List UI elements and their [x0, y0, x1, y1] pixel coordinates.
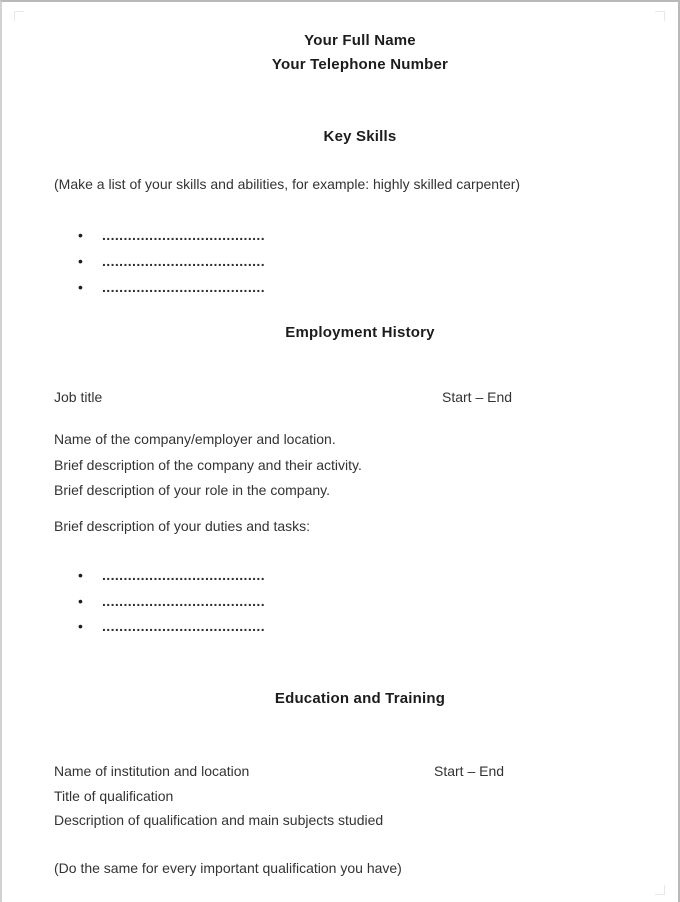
- bullet-icon: •: [78, 567, 83, 583]
- dotted-fill-line: ......................................: [102, 593, 266, 609]
- key-skills-list-item: [78, 279, 265, 295]
- bullet-icon: •: [78, 227, 83, 243]
- institution-label: Name of institution and location: [54, 763, 250, 779]
- bullet-icon: •: [78, 618, 83, 634]
- employment-date-range: Start – End: [442, 389, 513, 405]
- key-skills-note: (Make a list of your skills and abilities, for example: highly skilled carpenter): [54, 176, 521, 192]
- qualification-title-line: Title of qualification: [54, 788, 174, 804]
- role-description-line: Brief description of your role in the company.: [54, 482, 330, 498]
- duties-list-item: [78, 593, 265, 609]
- institution-row: [54, 763, 666, 779]
- duties-label: Brief description of your duties and tasks:: [54, 518, 311, 534]
- page-corner-mark: [655, 11, 665, 21]
- telephone-heading: Your Telephone Number: [271, 56, 449, 73]
- company-activity-line: Brief description of the company and their activity.: [54, 457, 362, 473]
- qualification-description-line: Description of qualification and main subjects studied: [54, 812, 384, 828]
- page-corner-mark: [14, 11, 24, 21]
- bullet-icon: •: [78, 279, 83, 295]
- dotted-fill-line: ......................................: [102, 567, 266, 583]
- section-title-employment-history: Employment History: [285, 324, 435, 341]
- bullet-icon: •: [78, 593, 83, 609]
- page-corner-mark: [655, 885, 665, 895]
- key-skills-list-item: [78, 253, 265, 269]
- job-title-row: [54, 389, 666, 405]
- dotted-fill-line: ......................................: [102, 618, 266, 634]
- education-date-range: Start – End: [434, 763, 505, 779]
- duties-list-item: [78, 567, 265, 583]
- company-name-line: Name of the company/employer and location.: [54, 431, 336, 447]
- education-note: (Do the same for every important qualification you have): [54, 860, 402, 876]
- bullet-icon: •: [78, 253, 83, 269]
- section-title-education-training: Education and Training: [274, 690, 446, 707]
- key-skills-list-item: [78, 227, 265, 243]
- section-title-key-skills: Key Skills: [323, 128, 397, 145]
- job-title-label: Job title: [54, 389, 103, 405]
- dotted-fill-line: ......................................: [102, 227, 266, 243]
- dotted-fill-line: ......................................: [102, 253, 266, 269]
- full-name-heading: Your Full Name: [304, 32, 416, 49]
- dotted-fill-line: ......................................: [102, 279, 266, 295]
- duties-list-item: [78, 618, 265, 634]
